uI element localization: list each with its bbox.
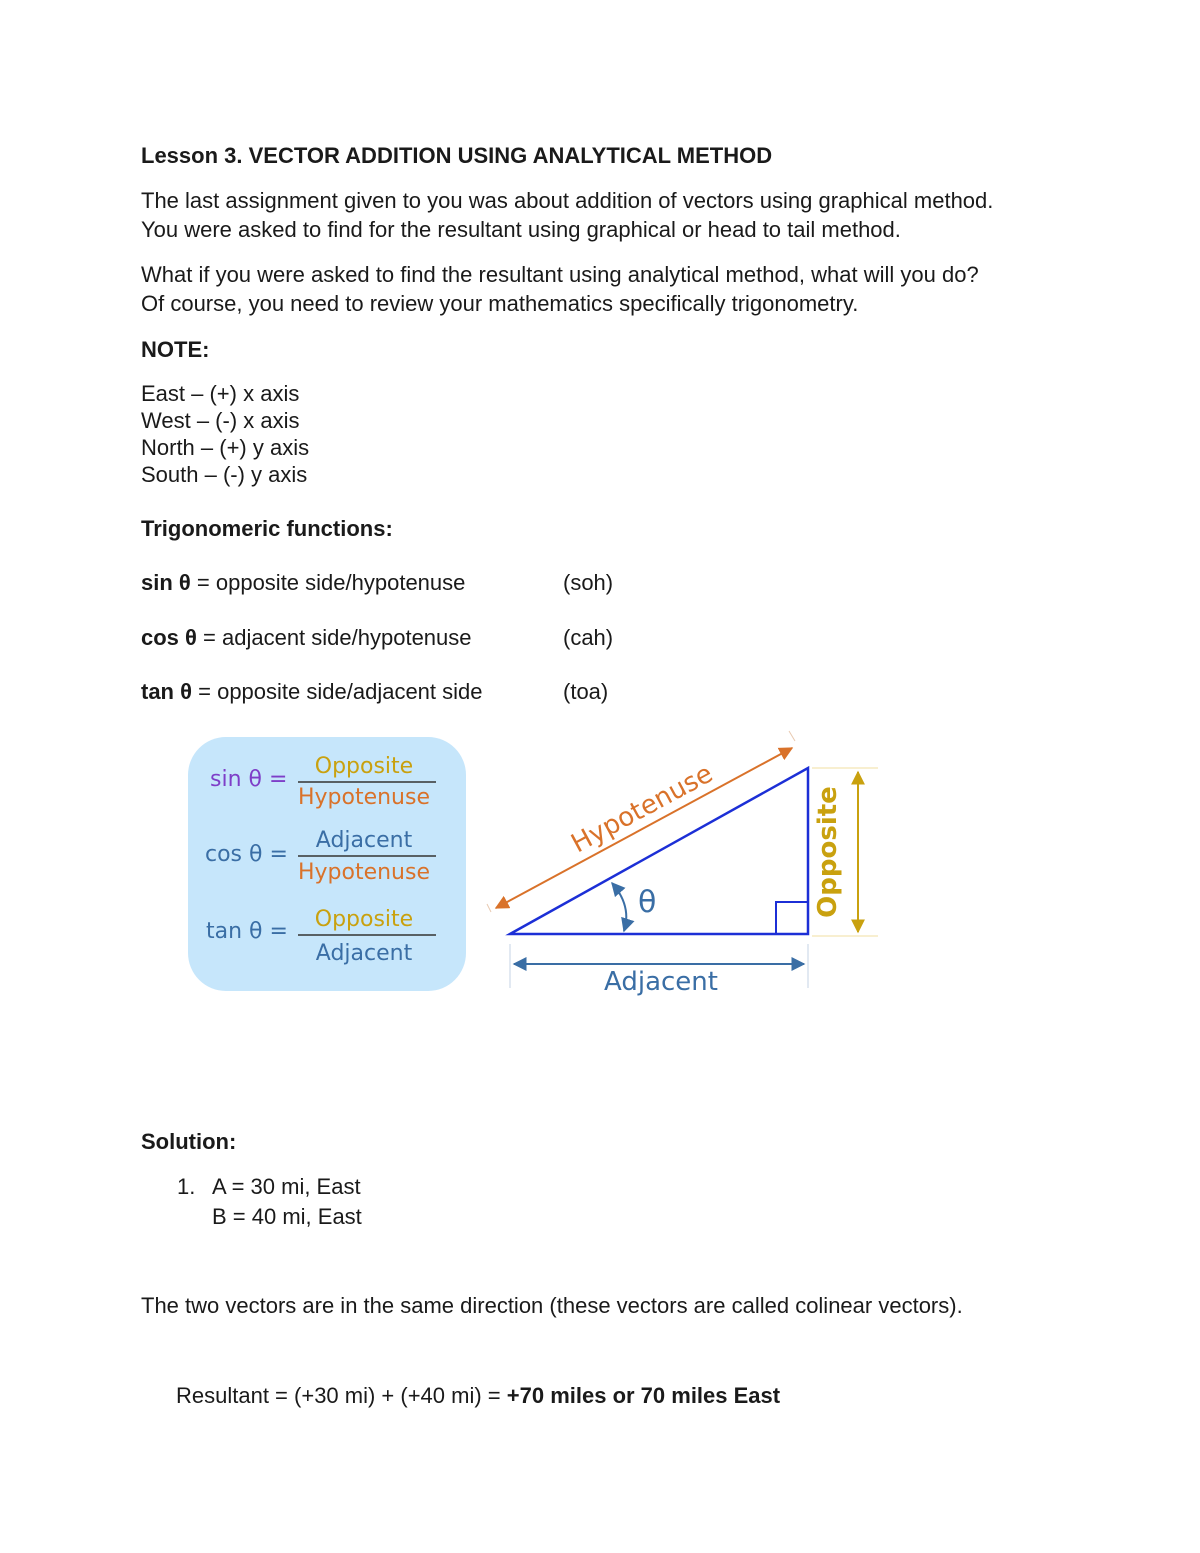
trig-def-cos: = adjacent side/hypotenuse bbox=[196, 625, 472, 650]
right-angle-mark bbox=[776, 902, 808, 934]
solution-statement: The two vectors are in the same direction (these vectors are called colinear vectors). bbox=[141, 1293, 963, 1318]
note-item-west: West – (-) x axis bbox=[141, 408, 300, 433]
note-item-north: North – (+) y axis bbox=[141, 435, 310, 460]
box-sin-fn: sin θ = bbox=[210, 767, 288, 792]
trig-fn-cos: cos θ bbox=[141, 625, 197, 650]
note-heading: NOTE: bbox=[141, 337, 210, 362]
question-line-1: What if you were asked to find the resultant using analytical method, what will you do? bbox=[141, 262, 979, 287]
intro-line-2: You were asked to find for the resultant using graphical or head to tail method. bbox=[141, 217, 901, 242]
trig-def-sin: = opposite side/hypotenuse bbox=[190, 570, 466, 595]
note-item-south: South – (-) y axis bbox=[141, 462, 308, 487]
note-item-east: East – (+) x axis bbox=[141, 381, 300, 406]
adjacent-label: Adjacent bbox=[604, 967, 718, 997]
hypotenuse-arrow bbox=[496, 748, 792, 908]
box-sin-num: Opposite bbox=[314, 754, 414, 779]
solution-line-a: A = 30 mi, East bbox=[212, 1174, 361, 1199]
solution-line-b: B = 40 mi, East bbox=[212, 1204, 362, 1229]
trig-fn-tan: tan θ bbox=[141, 679, 193, 704]
solution-item-number: 1. bbox=[177, 1174, 196, 1199]
box-cos-den: Hypotenuse bbox=[297, 860, 431, 885]
box-cos-num: Adjacent bbox=[315, 828, 413, 853]
angle-arc bbox=[612, 883, 626, 931]
box-tan-fn: tan θ = bbox=[206, 919, 288, 944]
resultant-line bbox=[176, 1382, 780, 1410]
box-tan-num: Opposite bbox=[314, 907, 414, 932]
page-title: Lesson 3. VECTOR ADDITION USING ANALYTICAL METHOD bbox=[141, 143, 773, 168]
trig-fn-sin: sin θ bbox=[141, 570, 191, 595]
question-line-2: Of course, you need to review your mathematics specifically trigonometry. bbox=[141, 291, 859, 316]
trig-mnemonic-cos: (cah) bbox=[563, 625, 614, 650]
box-cos-fn: cos θ = bbox=[205, 842, 288, 867]
angle-theta-label: θ bbox=[638, 885, 657, 920]
solution-heading: Solution: bbox=[141, 1129, 237, 1154]
opposite-label: Opposite bbox=[813, 786, 843, 918]
box-tan-den: Adjacent bbox=[315, 941, 413, 966]
intro-line-1: The last assignment given to you was about addition of vectors using graphical method. bbox=[141, 188, 994, 213]
box-sin-den: Hypotenuse bbox=[297, 785, 431, 810]
trig-mnemonic-sin: (soh) bbox=[563, 570, 614, 595]
resultant-answer: +70 miles or 70 miles East bbox=[506, 1383, 781, 1408]
hypotenuse-label: Hypotenuse bbox=[566, 758, 718, 860]
resultant-prefix: Resultant = (+30 mi) + (+40 mi) = bbox=[176, 1383, 507, 1408]
trig-def-tan: = opposite side/adjacent side bbox=[192, 679, 483, 704]
trig-heading: Trigonomeric functions: bbox=[141, 516, 393, 541]
trig-mnemonic-tan: (toa) bbox=[563, 679, 609, 704]
